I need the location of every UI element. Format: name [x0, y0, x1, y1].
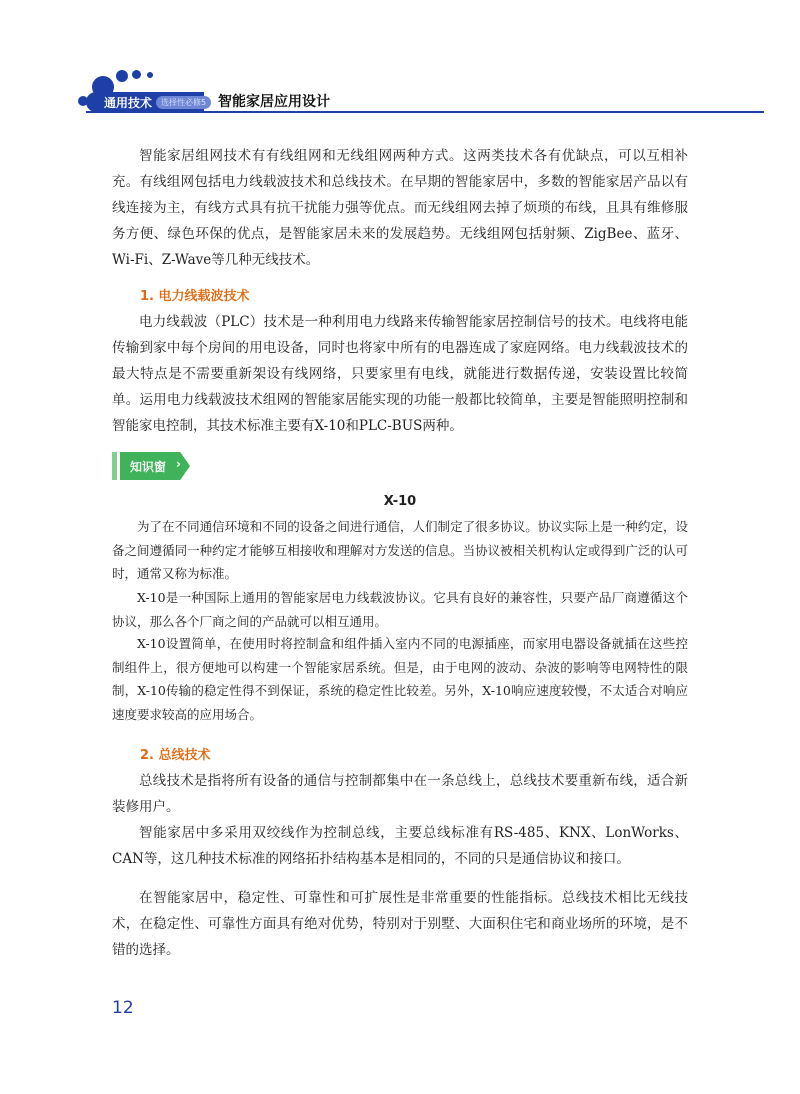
knowledge-title: X-10 — [383, 494, 417, 509]
knowledge-badge-stripe — [112, 452, 117, 480]
header-rule — [86, 111, 764, 113]
intro-paragraph: 智能家居组网技术有有线组网和无线组网两种方式。这两类技术各有优缺点，可以互相补充。有线组网包括电力线载波技术和总线技术。在早期的智能家居中，多数的智能家居产品以有线连接为主，有线方式具有抗干扰能力强等优点。而无线组网去掉了烦琐的布线，且具有维修服务方便、绿色环保的优点，是智能家居未来的发展趋势。无线组网包括射频、ZigBee、蓝牙、Wi-Fi、Z-Wave等几种无线技术。 — [112, 148, 688, 268]
section2-paragraph-2: 智能家居中多采用双绞线作为控制总线，主要总线标准有RS-485、KNX、LonWorks、CAN等，这几种技术标准的网络拓扑结构基本是相同的，不同的只是通信协议和接口。 — [112, 825, 688, 867]
header-label: 通用技术 — [104, 96, 153, 110]
header-dot-1 — [116, 70, 128, 82]
header-pill: 选择性必修5 — [156, 96, 211, 109]
section2-paragraph-1: 总线技术是指将所有设备的通信与控制都集中在一条总线上，总线技术要重新布线，适合新装修用户。 — [112, 773, 688, 815]
knowledge-paragraph-1: 为了在不同通信环境和不同的设备之间进行通信，人们制定了很多协议。协议实际上是一种约定，设备之间遵循同一种约定才能够互相接收和理解对方发送的信息。当协议被相关机构认定或得到广泛的认可时，通常又称为标准。 — [112, 519, 688, 581]
header-dot-2 — [132, 70, 141, 79]
section2-heading: 2. 总线技术 — [140, 748, 211, 763]
knowledge-badge — [112, 452, 196, 480]
section1-heading: 1. 电力线载波技术 — [140, 289, 250, 304]
page-number: 12 — [112, 998, 134, 1018]
knowledge-paragraph-3: X-10设置简单，在使用时将控制盒和组件插入室内不同的电源插座，而家用电器设备就插在这些控制组件上，很方便地可以构建一个智能家居系统。但是，由于电网的波动、杂波的影响等电网特性的限制，X-10传输的稳定性得不到保证，系统的稳定性比较差。另外，X-10响应速度较慢，不太适合对响应速度要求较高的应用场合。 — [112, 636, 688, 722]
chevron-right-icon: › — [176, 457, 181, 471]
section2-paragraph-3: 在智能家居中，稳定性、可靠性和可扩展性是非常重要的性能指标。总线技术相比无线技术，在稳定性、可靠性方面具有绝对优势，特别对于别墅、大面积住宅和商业场所的环境，是不错的选择。 — [112, 890, 688, 958]
section1-paragraph: 电力线载波（PLC）技术是一种利用电力线路来传输智能家居控制信号的技术。电线将电能传输到家中每个房间的用电设备，同时也将家中所有的电器连成了家庭网络。电力线载波技术的最大特点是不需要重新架设有线网络，只要家里有电线，就能进行数据传递，安装设置比较简单。运用电力线载波技术组网的智能家居能实现的功能一般都比较简单，主要是智能照明控制和智能家电控制，其技术标准主要有X-10和PLC-BUS两种。 — [112, 314, 688, 434]
knowledge-badge-label: 知识窗 — [130, 460, 167, 474]
knowledge-paragraph-2: X-10是一种国际上通用的智能家居电力线载波协议。它具有良好的兼容性，只要产品厂商遵循这个协议，那么各个厂商之间的产品就可以相互通用。 — [112, 590, 688, 629]
header-title: 智能家居应用设计 — [218, 94, 330, 110]
header-dot-3 — [147, 72, 153, 78]
